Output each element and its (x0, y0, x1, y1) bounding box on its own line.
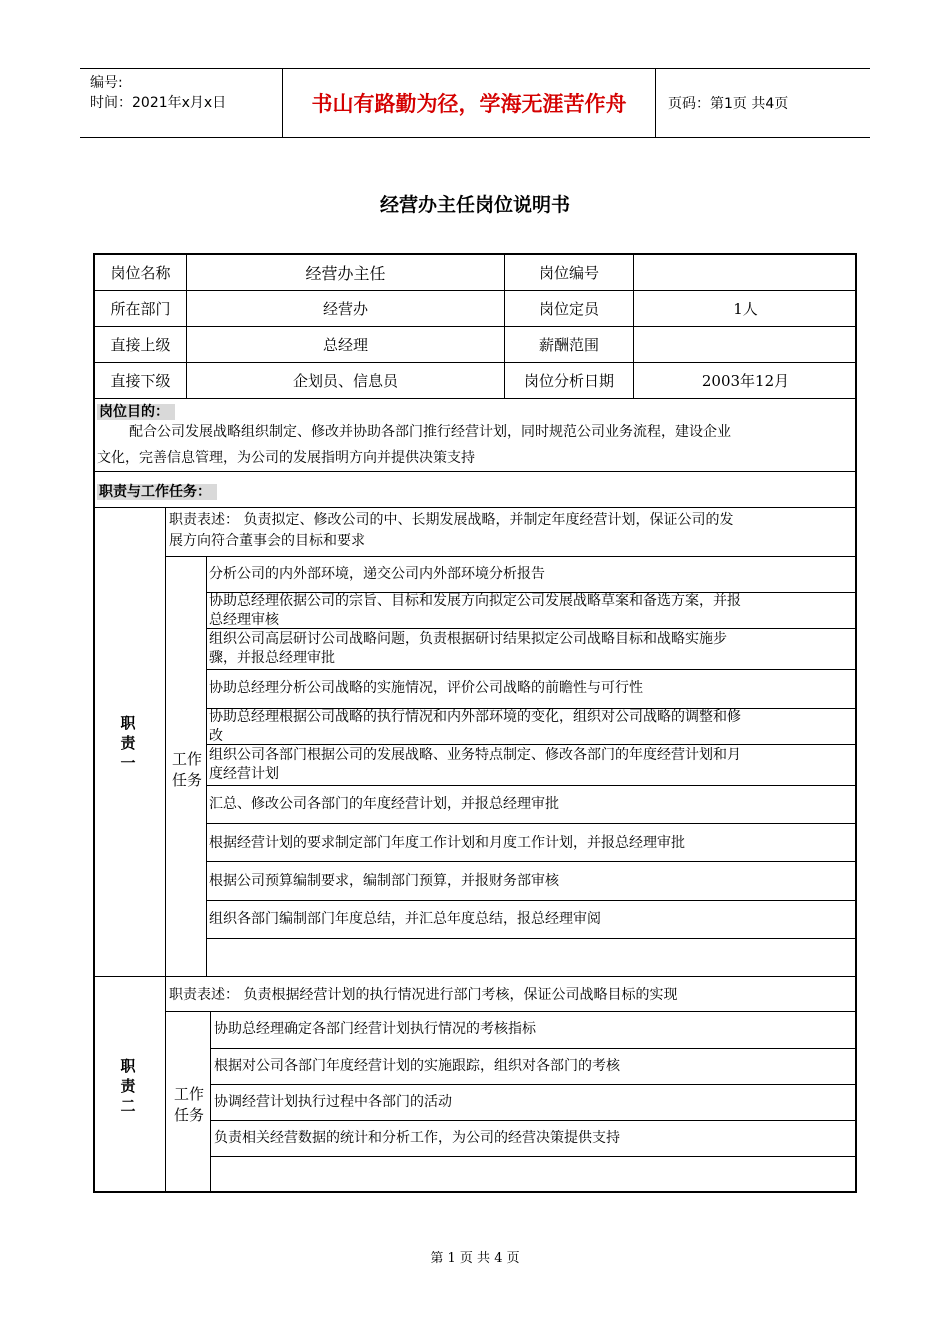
value-salary-range (634, 327, 857, 362)
purpose-label: 岗位目的： (97, 401, 175, 421)
value-position-name: 经营办主任 (305, 264, 386, 283)
code-label: 编号: (90, 75, 123, 91)
duty1-task-4: 协助总经理分析公司战略的实施情况，评价公司战略的前瞻性与可行性 (209, 680, 643, 696)
page-header (80, 68, 870, 138)
job-description-table (93, 253, 857, 1193)
duty2-work-label: 工作 任务 (173, 1085, 204, 1124)
purpose-text-line2: 文化，完善信息管理，为公司的发展指明方向并提供决策支持 (97, 450, 475, 466)
document-title: 经营办主任岗位说明书 (379, 194, 570, 216)
time-label: 时间：2021年x月x日 (90, 95, 227, 111)
header-motto: 书山有路勤为径，学海无涯苦作舟 (282, 69, 656, 137)
duty2-task-1: 协助总经理确定各部门经营计划执行情况的考核指标 (214, 1021, 536, 1037)
page-info: 页码：第1页 共4页 (668, 96, 789, 112)
purpose-text-line1: 配合公司发展战略组织制定、修改并协助各部门推行经营计划，同时规范公司业务流程，建设企业 (129, 424, 731, 440)
duties-label: 职责与工作任务： (97, 481, 217, 501)
value-department: 经营办 (322, 300, 368, 318)
duty2-desc-line1: 职责表述： 负责根据经营计划的执行情况进行部门考核，保证公司战略目标的实现 (169, 987, 678, 1003)
duty2-task-3: 协调经营计划执行过程中各部门的活动 (214, 1094, 452, 1110)
value-analysis-date: 2003年12月 (701, 372, 790, 390)
label-direct-superior: 直接上级 (110, 336, 171, 354)
label-position-name: 岗位名称 (110, 264, 171, 282)
duty2-task-2: 根据对公司各部门年度经营计划的实施跟踪，组织对各部门的考核 (214, 1058, 620, 1074)
duty1-task-5: 协助总经理根据公司战略的执行情况和内外部环境的变化，组织对公司战略的调整和修 改 (209, 709, 741, 744)
duty1-desc-line1: 职责表述： 负责拟定、修改公司的中、长期发展战略，并制定年度经营计划，保证公司的发 (169, 512, 734, 528)
label-analysis-date: 岗位分析日期 (523, 372, 614, 390)
duty2-label: 职 责 二 (120, 1057, 136, 1115)
value-subordinates: 企划员、信息员 (292, 372, 398, 390)
duty1-task-8: 根据经营计划的要求制定部门年度工作计划和月度工作计划，并报总经理审批 (209, 835, 685, 851)
value-direct-superior: 总经理 (322, 336, 368, 354)
duty1-work-label: 工作 任务 (171, 750, 202, 789)
duty1-label: 职 责 一 (120, 714, 136, 772)
label-subordinates: 直接下级 (110, 372, 171, 390)
duty1-task-6: 组织公司各部门根据公司的发展战略、业务特点制定、修改各部门的年度经营计划和月 度经营计划 (209, 747, 741, 782)
label-position-code: 岗位编号 (538, 264, 599, 282)
duty2-task-4: 负责相关经营数据的统计和分析工作，为公司的经营决策提供支持 (214, 1130, 620, 1146)
duty1-task-3: 组织公司高层研讨公司战略问题，负责根据研讨结果拟定公司战略目标和战略实施步 骤，并报总经理审批 (209, 631, 727, 666)
value-headcount: 1人 (733, 300, 758, 318)
duty1-task-1: 分析公司的内外部环境，递交公司内外部环境分析报告 (209, 566, 545, 582)
label-salary-range: 薪酬范围 (538, 336, 599, 354)
value-position-code (634, 255, 857, 290)
header-meta (80, 69, 282, 137)
label-department: 所在部门 (110, 300, 171, 318)
page-footer: 第 1 页 共 4 页 (430, 1251, 520, 1266)
duty1-task-9: 根据公司预算编制要求，编制部门预算，并报财务部审核 (209, 873, 559, 889)
duty1-task-10: 组织各部门编制部门年度总结，并汇总年度总结，报总经理审阅 (209, 911, 601, 927)
label-headcount: 岗位定员 (538, 300, 599, 318)
duty1-task-2: 协助总经理依据公司的宗旨、目标和发展方向拟定公司发展战略草案和备选方案，并报 总经理审核 (209, 593, 741, 628)
duty1-desc-line2: 展方向符合董事会的目标和要求 (169, 533, 365, 549)
duty1-task-7: 汇总、修改公司各部门的年度经营计划，并报总经理审批 (209, 796, 559, 812)
